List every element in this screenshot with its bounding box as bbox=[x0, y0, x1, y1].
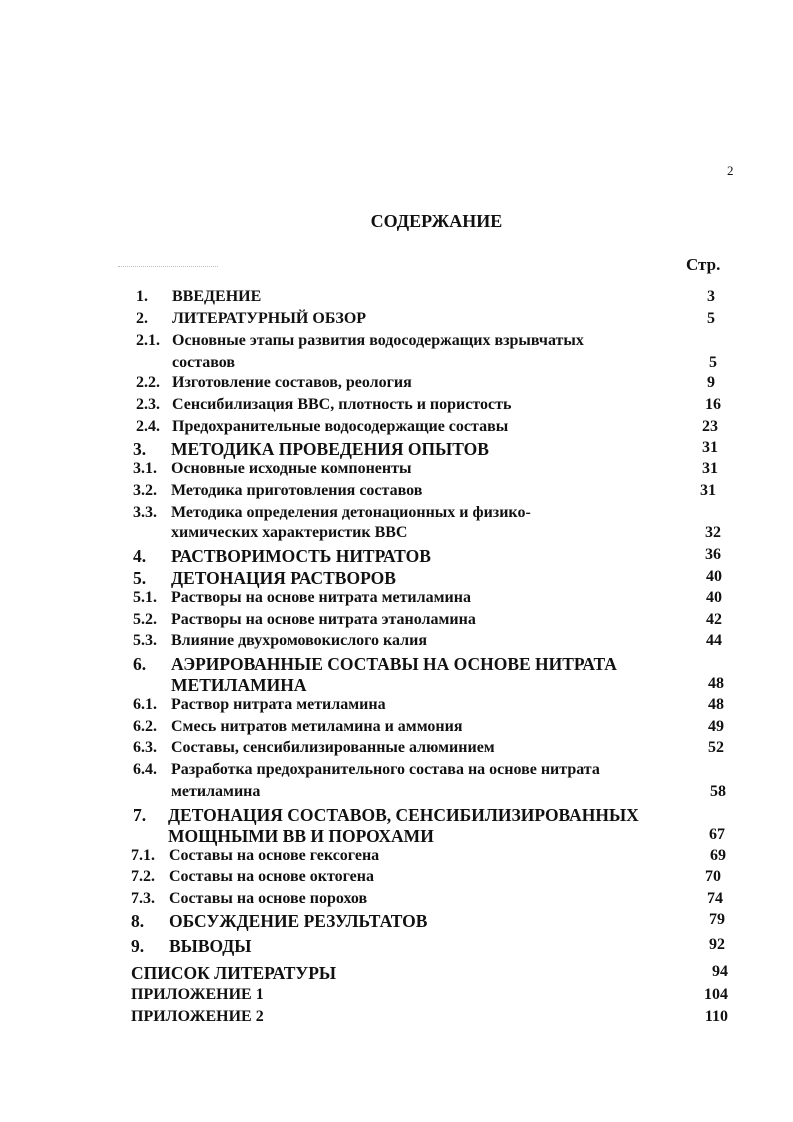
toc-entry-text: Растворы на основе нитрата метиламина bbox=[171, 589, 471, 606]
toc-entry-text: ПРИЛОЖЕНИЕ 1 bbox=[131, 986, 264, 1003]
toc-page-number: 9 bbox=[707, 374, 715, 391]
toc-number: 2.3. bbox=[136, 396, 160, 413]
page-number: 2 bbox=[727, 163, 734, 178]
toc-page-number: 31 bbox=[702, 439, 718, 456]
toc-number: 6.3. bbox=[133, 739, 157, 756]
toc-entry-text: Разработка предохранительного состава на основе нитрата bbox=[171, 761, 600, 778]
toc-page-number: 92 bbox=[709, 936, 725, 953]
toc-number: 2.4. bbox=[136, 418, 160, 435]
toc-entry-text: ВЫВОДЫ bbox=[169, 936, 252, 956]
toc-entry-text: Основные этапы развития водосодержащих взрывчатых bbox=[172, 332, 584, 349]
toc-number: 5.3. bbox=[133, 632, 157, 649]
toc-entry-text: ОБСУЖДЕНИЕ РЕЗУЛЬТАТОВ bbox=[169, 911, 428, 931]
toc-page-number: 104 bbox=[704, 986, 728, 1003]
toc-page-number: 110 bbox=[704, 1008, 728, 1025]
toc-page-number: 48 bbox=[708, 675, 724, 692]
toc-number: 5.2. bbox=[133, 611, 157, 628]
toc-entry-continuation: составов bbox=[172, 354, 236, 371]
toc-page-number: 42 bbox=[706, 611, 722, 628]
toc-entry-continuation: МЕТИЛАМИНА bbox=[171, 675, 307, 695]
toc-page-number: 36 bbox=[705, 546, 721, 563]
toc-page-number: 40 bbox=[706, 568, 722, 585]
toc-page-number: 5 bbox=[707, 310, 715, 327]
toc-entry-text: Изготовление составов, реология bbox=[172, 374, 412, 391]
toc-page-number: 58 bbox=[710, 783, 726, 800]
toc-entry-text: Смесь нитратов метиламина и аммония bbox=[171, 718, 463, 735]
toc-page-number: 40 bbox=[706, 589, 722, 606]
toc-entry-continuation: химических характеристик ВВС bbox=[171, 524, 408, 541]
toc-entry-text: Методика приготовления составов bbox=[171, 482, 423, 499]
toc-entry-text: Основные исходные компоненты bbox=[171, 460, 412, 477]
toc-entry-text: Раствор нитрата метиламина bbox=[171, 696, 386, 713]
toc-page-number: 69 bbox=[710, 847, 726, 864]
toc-entry-text: МЕТОДИКА ПРОВЕДЕНИЯ ОПЫТОВ bbox=[171, 439, 489, 459]
toc-entry-text: Составы на основе гексогена bbox=[169, 847, 380, 864]
toc-entry-text: ДЕТОНАЦИЯ РАСТВОРОВ bbox=[171, 568, 396, 588]
toc-page-number: 44 bbox=[706, 632, 722, 649]
toc-entry-text: Методика определения детонационных и физико- bbox=[171, 504, 531, 521]
toc-number: 2.1. bbox=[136, 332, 160, 349]
toc-page-number: 67 bbox=[709, 826, 725, 843]
toc-number: 6.4. bbox=[133, 761, 157, 778]
toc-page-number: 16 bbox=[705, 396, 721, 413]
toc-number: 6.1. bbox=[133, 696, 157, 713]
page-title: СОДЕРЖАНИЕ bbox=[370, 211, 503, 231]
toc-entry-text: ДЕТОНАЦИЯ СОСТАВОВ, СЕНСИБИЛИЗИРОВАННЫХ bbox=[168, 805, 639, 825]
toc-entry-text: СПИСОК ЛИТЕРАТУРЫ bbox=[131, 963, 337, 983]
toc-number: 6.2. bbox=[133, 718, 157, 735]
toc-entry-text: ВВЕДЕНИЕ bbox=[172, 288, 262, 305]
toc-page-number: 32 bbox=[705, 524, 721, 541]
toc-number: 4. bbox=[133, 546, 147, 566]
toc-number: 7.2. bbox=[131, 868, 155, 885]
toc-number: 3.3. bbox=[133, 504, 157, 521]
toc-page-number: 48 bbox=[708, 696, 724, 713]
toc-number: 5.1. bbox=[133, 589, 157, 606]
toc-page-number: 74 bbox=[707, 890, 723, 907]
toc-entry-text: ПРИЛОЖЕНИЕ 2 bbox=[131, 1008, 264, 1025]
toc-number: 7.3. bbox=[131, 890, 155, 907]
toc-page-number: 3 bbox=[707, 288, 715, 305]
toc-page-number: 79 bbox=[709, 911, 725, 928]
toc-entry-text: Влияние двухромовокислого калия bbox=[171, 632, 428, 649]
toc-entry-text: Сенсибилизация ВВС, плотность и пористость bbox=[172, 396, 512, 413]
toc-page-number: 52 bbox=[708, 739, 724, 756]
toc-number: 3.1. bbox=[133, 460, 157, 477]
toc-entry-text: Составы на основе порохов bbox=[169, 890, 368, 907]
toc-entry-text: ЛИТЕРАТУРНЫЙ ОБЗОР bbox=[172, 310, 367, 327]
page-column-label: Стр. bbox=[686, 255, 721, 274]
toc-number: 7. bbox=[133, 805, 147, 825]
toc-page-number: 23 bbox=[702, 418, 718, 435]
toc-entry-text: Составы, сенсибилизированные алюминием bbox=[171, 739, 495, 756]
toc-page-number: 49 bbox=[708, 718, 724, 735]
toc-page-number: 70 bbox=[705, 868, 721, 885]
toc-page-number: 94 bbox=[712, 963, 728, 980]
toc-page-number: 31 bbox=[700, 482, 716, 499]
toc-number: 1. bbox=[136, 288, 148, 305]
toc-entry-text: АЭРИРОВАННЫЕ СОСТАВЫ НА ОСНОВЕ НИТРАТА bbox=[171, 654, 617, 674]
toc-entry-text: Составы на основе октогена bbox=[169, 868, 374, 885]
toc-number: 5. bbox=[133, 568, 147, 588]
toc-page-number: 31 bbox=[702, 460, 718, 477]
toc-number: 3.2. bbox=[133, 482, 157, 499]
toc-entry-continuation: МОЩНЫМИ ВВ И ПОРОХАМИ bbox=[168, 826, 434, 846]
toc-number: 7.1. bbox=[131, 847, 155, 864]
toc-number: 2. bbox=[136, 310, 148, 327]
toc-entry-text: РАСТВОРИМОСТЬ НИТРАТОВ bbox=[171, 546, 431, 566]
toc-number: 9. bbox=[131, 936, 145, 956]
toc-entry-continuation: метиламина bbox=[171, 783, 261, 800]
toc-entry-text: Предохранительные водосодержащие составы bbox=[172, 418, 509, 435]
toc-entry-text: Растворы на основе нитрата этаноламина bbox=[171, 611, 476, 628]
toc-number: 3. bbox=[133, 439, 147, 459]
toc-number: 6. bbox=[133, 654, 147, 674]
toc-number: 8. bbox=[131, 911, 145, 931]
toc-page-number: 5 bbox=[709, 354, 717, 371]
toc-number: 2.2. bbox=[136, 374, 160, 391]
